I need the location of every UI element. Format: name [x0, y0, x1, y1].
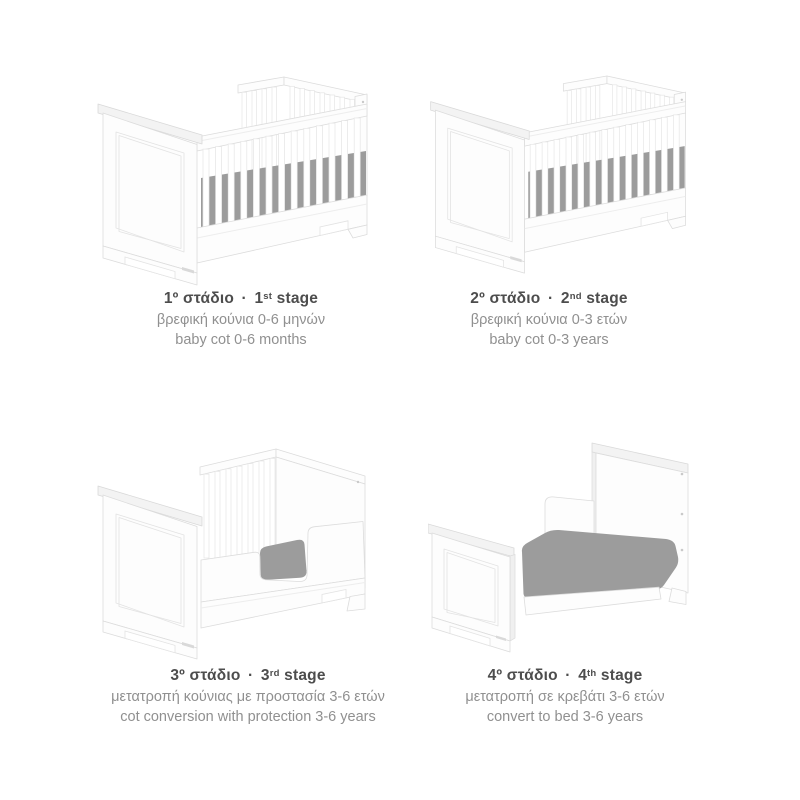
- stage-4-caption: [385, 665, 745, 727]
- stage-3-caption: [68, 665, 428, 727]
- stage-title-gr: 2º στάδιο: [470, 290, 541, 307]
- stage-4-description-en: convert to bed 3-6 years: [486, 708, 644, 725]
- stage-title-gr: 3º στάδιο: [170, 667, 241, 684]
- stage-title-separator: ·: [547, 290, 554, 307]
- stage-3-description-gr: μετατροπή κούνιας με προστασία 3-6 ετών: [111, 689, 385, 705]
- stage-4-title: [385, 665, 745, 685]
- stage-1-illustration: [70, 58, 400, 288]
- stage-1-description-gr: βρεφική κούνια 0-6 μηνών: [156, 312, 326, 328]
- stage-3-illustration: [70, 430, 400, 660]
- stage-title-en-number: 1: [254, 290, 264, 307]
- stage-title-en-number: 2: [560, 290, 570, 307]
- stage-title-en-number: 4: [578, 667, 588, 684]
- stage-3-description-en: cot conversion with protection 3-6 years: [120, 708, 376, 725]
- stage-2-caption: [369, 288, 729, 350]
- stage-title-en-suffix: st: [263, 291, 273, 302]
- stage-title-separator: ·: [248, 667, 254, 684]
- stage-2-illustration: [404, 58, 717, 276]
- stage-4-description-gr: μετατροπή σε κρεβάτι 3-6 ετών: [465, 689, 665, 705]
- stage-title-en-word: stage: [586, 290, 628, 307]
- stage-title-en-suffix: th: [587, 668, 597, 679]
- stage-title-en-number: 3: [260, 667, 270, 684]
- stage-title-en-suffix: nd: [569, 291, 582, 302]
- stage-2-description-en: baby cot 0-3 years: [489, 331, 609, 348]
- stage-title-en-word: stage: [284, 667, 326, 684]
- stage-1-caption: [61, 288, 421, 350]
- stage-title-gr: 1º στάδιο: [163, 290, 235, 307]
- stage-1-title: [61, 288, 421, 308]
- stage-title-en-word: stage: [600, 667, 643, 684]
- stage-3-title: [68, 665, 428, 685]
- stage-title-en-word: stage: [276, 290, 319, 307]
- stage-title-separator: ·: [565, 667, 571, 684]
- stage-title-en-suffix: rd: [269, 668, 280, 679]
- stage-1-description-en: baby cot 0-6 months: [175, 331, 307, 348]
- stage-title-separator: ·: [241, 290, 247, 307]
- stage-4-illustration: [428, 430, 758, 660]
- stage-2-title: [369, 288, 729, 308]
- stage-title-gr: 4º στάδιο: [487, 667, 558, 684]
- stage-2-description-gr: βρεφική κούνια 0-3 ετών: [470, 312, 628, 328]
